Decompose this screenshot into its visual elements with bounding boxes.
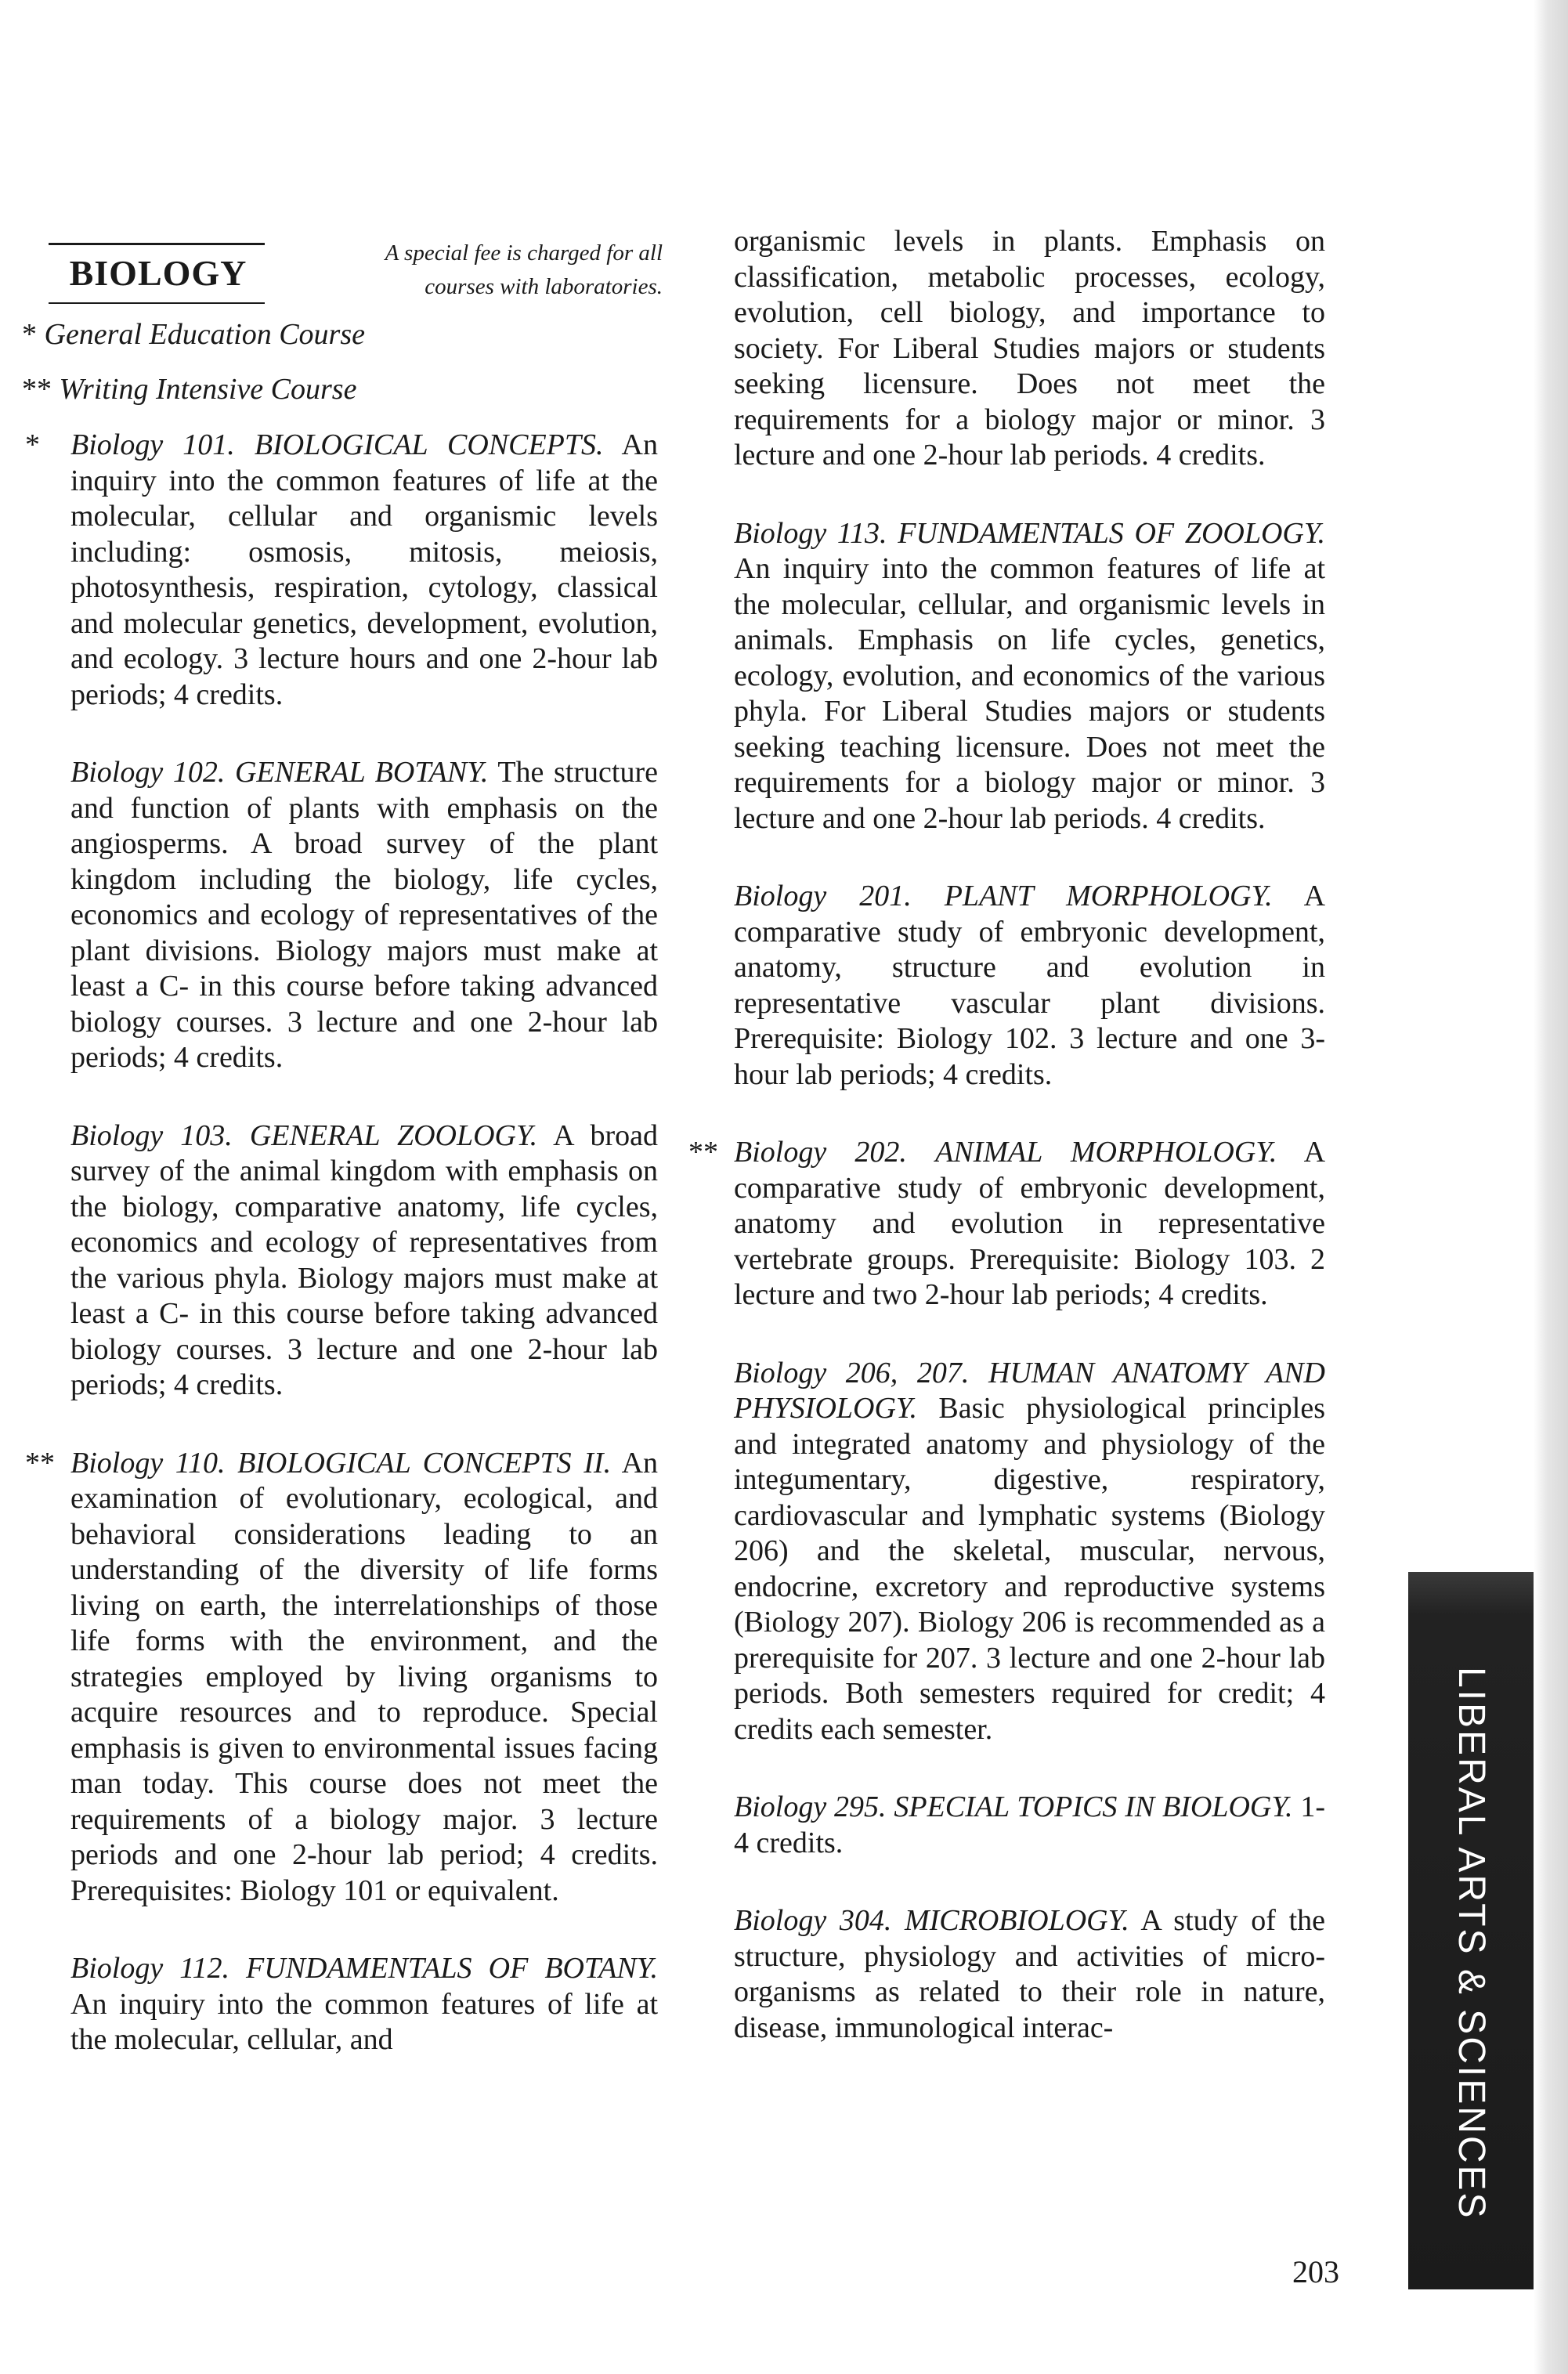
course-title: FUNDAMENTALS OF ZOOLOGY. — [898, 516, 1325, 550]
course-description: An inquiry into the common features of life at the molecular, cellular and organismic levels including: osmosis, mitosis, meiosis, photosynthesis, respiration, cytology, classical and molecular genetics, development, evolution, and ecology. 3 lecture hours and one 2-hour lab periods; 4 credits. — [70, 428, 658, 711]
course-entry — [25, 428, 658, 713]
course-description: 1-4 credits. — [734, 1790, 1325, 1859]
course-code: Biology 295. — [734, 1790, 887, 1823]
course-code: Biology 113. — [734, 516, 887, 550]
course-title: GENERAL ZOOLOGY. — [249, 1118, 538, 1152]
course-code: Biology 102. — [70, 756, 226, 789]
course-title: FUNDAMENTALS OF BOTANY. — [246, 1952, 659, 1985]
course-code: Biology 103. — [70, 1118, 233, 1152]
course-description: Basic physiological principles and integrated anatomy and physiology of the integumentary, digestive, respiratory, cardiovascular and lymphatic systems (Biology 206) and the skeletal, muscular, nervous, endocrine, excretory and reproductive systems (Biology 207). Biology 206 is recommended as a prerequisite for 207. 3 lecture and one 2-hour lab periods. Both semesters required for credit; 4 credits each semester. — [734, 1392, 1326, 1746]
department-title: BIOLOGY — [69, 253, 247, 293]
lab-fee-note: A special fee is charged for all courses with laboratories. — [385, 240, 663, 299]
section-tab-label: LIBERAL ARTS & SCIENCES — [1451, 1667, 1492, 2220]
course-code: Biology 110. — [70, 1446, 226, 1480]
course-title: ANIMAL MORPHOLOGY. — [935, 1136, 1277, 1169]
course-mark: ** — [688, 1136, 718, 1169]
course-entry — [70, 755, 658, 1076]
course-description: A comparative study of embryonic development, anatomy, structure and evolution in representative vascular plant divisions. Prerequisite: Biology 102. 3 lecture and one 3-hour lab periods; 4 credits. — [734, 880, 1326, 1091]
course-entry — [734, 516, 1325, 837]
department-title-box — [49, 232, 265, 304]
course-entry — [734, 879, 1325, 1093]
course-mark: ** — [25, 1446, 55, 1480]
course-code: Biology 112. — [70, 1952, 229, 1985]
course-entry — [25, 1446, 659, 1910]
legend-label: Writing Intensive Course — [59, 373, 357, 406]
page-binding-edge — [1534, 0, 1568, 2374]
course-description: A broad survey of the animal kingdom with emphasis on the biology, comparative anatomy, life cycles, economics and ecology of representatives from the various phyla. Biology majors must make at least a C- in this course before taking advanced biology courses. 3 lecture and one 2-hour lab periods; 4 credits. — [70, 1118, 659, 1401]
right-column — [688, 224, 1326, 2088]
course-entry — [734, 1356, 1325, 1748]
page-number: 203 — [1292, 2254, 1339, 2289]
legend-label: General Education Course — [44, 318, 366, 351]
course-title: PLANT MORPHOLOGY. — [944, 880, 1273, 912]
course-legend — [22, 315, 617, 425]
legend-mark: * — [22, 318, 37, 351]
course-title: MICROBIOLOGY. — [904, 1904, 1129, 1937]
course-title: BIOLOGICAL CONCEPTS. — [254, 428, 604, 461]
left-column — [25, 428, 659, 2101]
course-description: An inquiry into the common features of life at the molecular, cellular, and — [70, 1987, 658, 2056]
course-description: A comparative study of embryonic development, anatomy and evolution in representative vertebrate groups. Prerequisite: Biology 103. 2 lecture and two 2-hour lab periods; 4 credits. — [734, 1136, 1326, 1311]
course-code: Biology 206, 207. — [734, 1356, 970, 1389]
title-rule-top — [49, 243, 265, 245]
title-rule-bottom — [49, 302, 265, 304]
course-title: HUMAN ANATOMY AND PHYSIOLOGY. — [734, 1356, 1325, 1425]
course-description: An inquiry into the common features of life at the molecular, cellular, and organismic levels in animals. Emphasis on life cycles, genetics, ecology, evolution, and economics of the various phyla. For Liberal Studies majors or students seeking teaching licensure. Does not meet the requirements for a biology major or minor. 3 lecture and one 2-hour lab periods. 4 credits. — [734, 552, 1325, 835]
course-entry — [70, 1118, 658, 1404]
course-entry — [734, 1790, 1325, 1861]
course-code: Biology 101. — [70, 428, 235, 461]
course-description: An examination of evolutionary, ecological, and behavioral considerations leading to an understanding of the diversity of life forms living on earth, the interrelationships of those life forms with the environment, and the strategies employed by living organisms to acquire resources and to reproduce. Special emphasis is given to environmental issues facing man today. This course does not meet the requirements of a biology major. 3 lecture periods and one 2-hour lab period; 4 credits. Prerequisites: Biology 101 or equivalent. — [70, 1446, 659, 1907]
course-entry — [734, 1903, 1325, 2046]
course-title: SPECIAL TOPICS IN BIOLOGY. — [894, 1790, 1293, 1823]
course-mark: * — [25, 428, 40, 461]
course-entry-continued — [734, 224, 1325, 474]
course-description: The structure and function of plants with emphasis on the angiosperms. A broad survey of the plant kingdom including the biology, life cycles, economics and ecology of representatives of the plant divisions. Biology majors must make at least a C- in this course before taking advanced biology courses. 3 lecture and one 2-hour lab periods; 4 credits. — [70, 756, 658, 1074]
legend-general-education — [22, 315, 617, 370]
course-code: Biology 201. — [734, 880, 912, 912]
course-description: A study of the structure, physiology and activities of micro-organisms as related to their role in nature, disease, immunological interac- — [734, 1904, 1325, 2044]
course-title: GENERAL BOTANY. — [234, 756, 489, 789]
legend-writing-intensive — [22, 370, 617, 425]
course-code: Biology 304. — [734, 1904, 892, 1937]
course-code: Biology 202. — [734, 1136, 907, 1169]
course-entry — [688, 1135, 1326, 1313]
course-title: BIOLOGICAL CONCEPTS II. — [237, 1446, 612, 1480]
legend-mark: ** — [22, 373, 52, 406]
course-entry — [70, 1951, 658, 2058]
course-description: organismic levels in plants. Emphasis on classification, metabolic processes, ecology, evolution, cell biology, and importance to society. For Liberal Studies majors or students seeking licensure. Does not meet the requirements for a biology major or minor. 3 lecture and one 2-hour lab periods. 4 credits. — [734, 225, 1325, 472]
